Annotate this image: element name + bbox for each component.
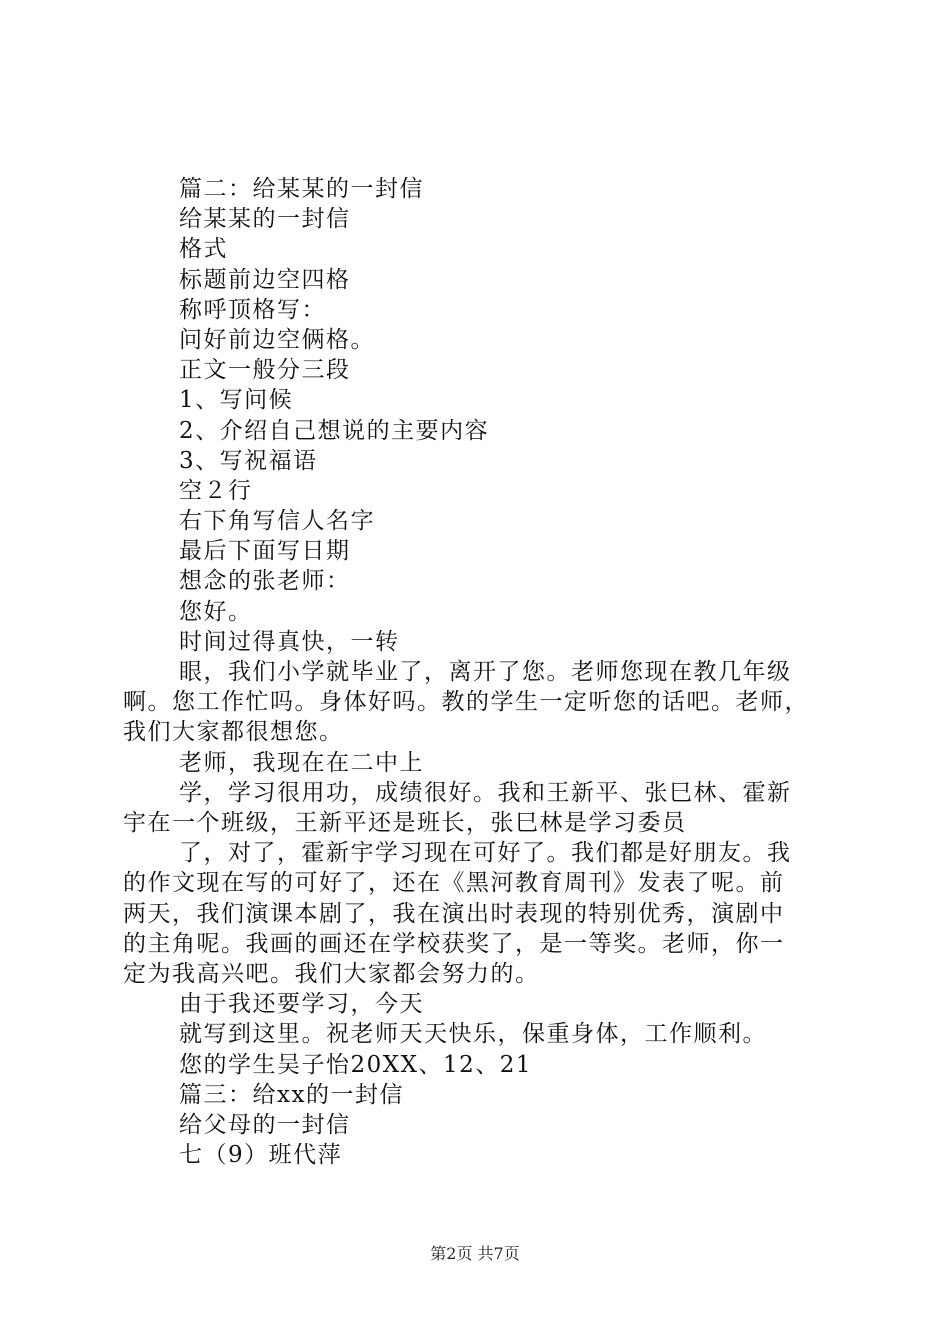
paragraph [123,778,833,838]
text-line: 给父母的一封信 [179,1111,351,1138]
paragraph-line: 宇在一个班级，王新平还是班长，张巳林是学习委员 [123,810,687,836]
text-line: 最后下面写日期 [179,538,351,565]
text-line: 就写到这里。祝老师天天快乐，保重身体，工作顺利。 [179,1021,767,1048]
text-line: 七（9）班代萍 [179,1142,343,1169]
text-line: 您好。 [179,598,253,625]
page-number: 第2页 共7页 [430,1244,520,1263]
text-line: 由于我还要学习，今天 [179,991,424,1018]
text-line: 老师，我现在在二中上 [179,749,424,776]
paragraph-line: 眼，我们小学就毕业了，离开了您。老师您现在教几年级 [179,659,792,685]
text-line: 右下角写信人名字 [179,508,375,535]
text-line: 时间过得真快，一转 [179,628,400,655]
paragraph-line: 两天，我们演课本剧了，我在演出时表现的特别优秀，演剧中 [123,900,785,927]
text-line: 2、介绍自己想说的主要内容 [179,417,490,444]
text-line: 正文一般分三段 [179,357,351,384]
paragraph-line: 啊。您工作忙吗。身体好吗。教的学生一定听您的话吧。老师， [123,689,809,716]
text-line: 篇二：给某某的一封信 [179,176,424,202]
paragraph-line: 定为我高兴吧。我们大家都会努力的。 [123,961,540,988]
text-line: 给某某的一封信 [179,206,351,233]
text-line: 想念的张老师： [179,568,351,595]
text-line: 称呼顶格写： [179,296,326,323]
paragraph-line: 我们大家都很想您。 [123,719,344,746]
text-line: 1、写问候 [179,387,294,414]
paragraph-line: 的主角呢。我画的画还在学校获奖了，是一等奖。老师，你一 [123,930,785,957]
text-line: 问好前边空俩格。 [179,326,375,353]
paragraph-line: 了，对了，霍新宇学习现在可好了。我们都是好朋友。我 [179,840,792,867]
paragraph [123,838,833,989]
text-line: 格式 [179,236,228,263]
document-body [123,174,833,1170]
paragraph-line: 的作文现在写的可好了，还在《黑河教育周刊》发表了呢。前 [123,870,785,897]
paragraph [123,657,833,748]
text-line: 空２行 [179,477,253,504]
text-line: 标题前边空四格 [179,266,351,293]
paragraph-line: 学，学习很用功，成绩很好。我和王新平、张巳林、霍新 [179,779,792,806]
section-heading: 篇三：给xx的一封信 [179,1081,404,1108]
signature-line: 您的学生吴子怡20XX、12、21 [179,1051,533,1078]
text-line: 3、写祝福语 [179,447,318,474]
